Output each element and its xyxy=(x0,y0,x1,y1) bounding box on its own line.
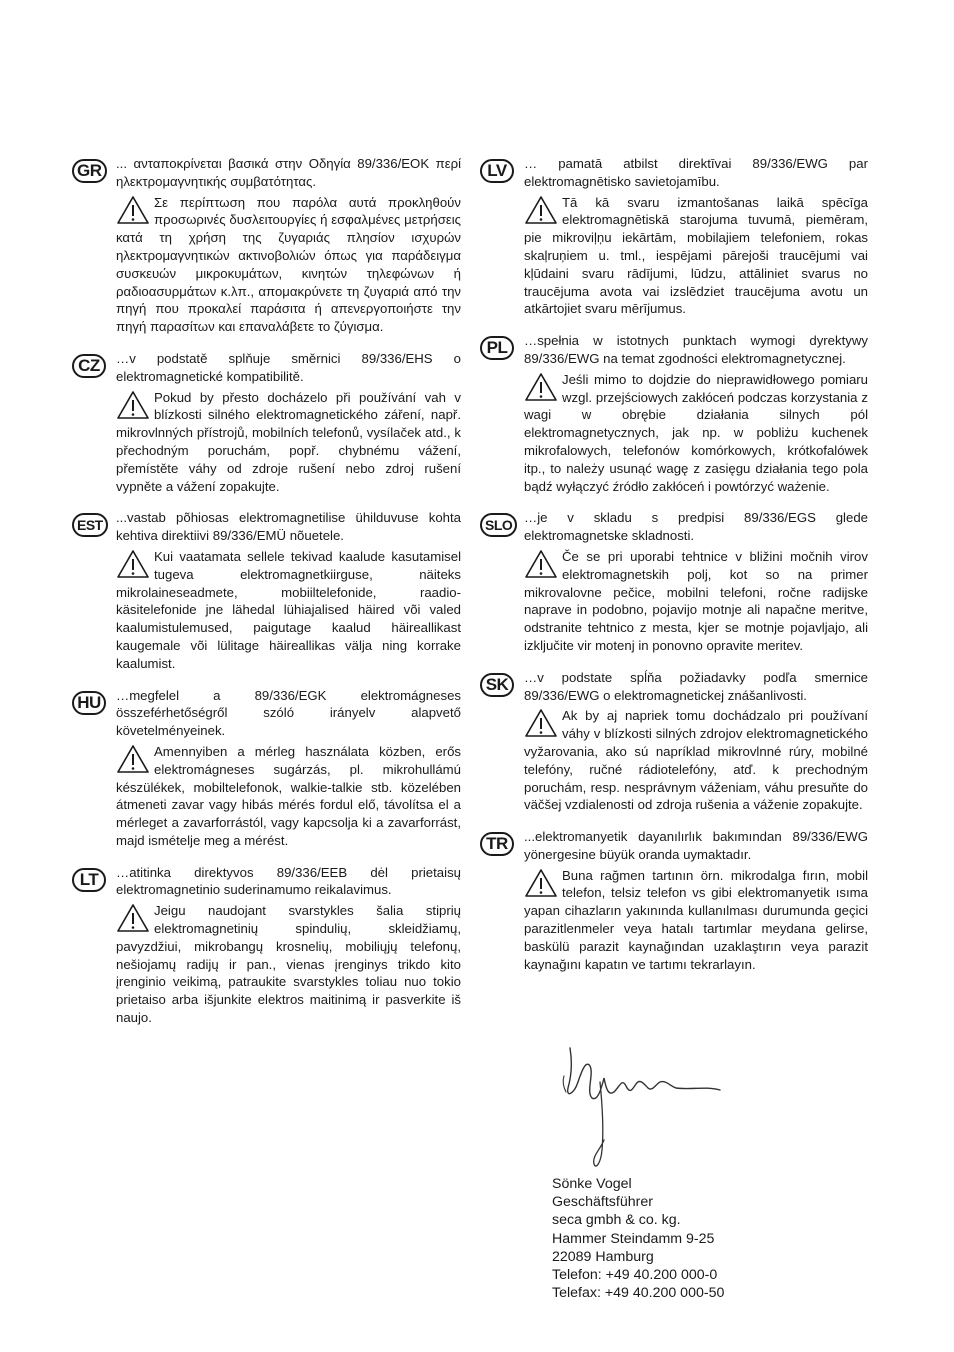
company-street: Hammer Steindamm 9-25 xyxy=(552,1230,715,1247)
warning-icon xyxy=(116,390,150,420)
section-warning: Amennyiben a mérleg használata közben, erős elektromágneses sugárzás, pl. mikrohullámú készülékek, mobiltelefonok, walkie-talkie stb. közelében átmeneti zavar vagy hibás mérés fordul elő, távolítsa el a mérleget a zavarforrástól, vagy kapcsolja ki a zavarforrást, majd ismételje meg a mérést. xyxy=(116,743,461,848)
signature-block xyxy=(552,1175,724,1302)
country-badge: HU xyxy=(72,691,106,715)
section-warning: Jeśli mimo to dojdzie do nieprawidłowego pomiaru wzgl. przejściowych zakłóceń podczas korzystania z wagi w obrębie działania silnych pól elektromagnetycznych, jak np. w pobliżu kuchenek mikrofalowych, telefonów komórkowych, krótkofalówek itp., to należy usunąć wagę z zasięgu działania tego pola bądź wyłączyć źródło zakłóceń i powtórzyć ważenie. xyxy=(524,371,868,494)
country-badge: TR xyxy=(480,832,514,856)
warning-icon xyxy=(524,708,558,738)
section-pl xyxy=(480,332,868,495)
section-intro: … pamatā atbilst direktīvai 89/336/EWG par elektromagnētisko savietojamību. xyxy=(524,156,868,189)
company-fax: Telefax: +49 40.200 000-50 xyxy=(552,1285,725,1302)
section-intro: ...vastab põhiosas elektromagnetilise ühilduvuse kohta kehtiva direktiivi 89/336/EMÜ nõuetele. xyxy=(116,510,461,544)
company-phone: Telefon: +49 40.200 000-0 xyxy=(552,1267,718,1284)
handwritten-signature xyxy=(556,1042,726,1174)
warning-icon xyxy=(116,744,150,774)
signer-title: Geschäftsführer xyxy=(552,1194,653,1211)
warning-icon xyxy=(116,903,150,933)
section-slo xyxy=(480,509,868,654)
section-est xyxy=(72,509,461,672)
section-warning: Če se pri uporabi tehtnice v bližini močnih virov elektromagnetskih polj, kot so na primer mikrovalovne pečice, mobilni telefoni, ročne radijske naprave in podobno, pojavijo motnje ali napačne meritve, odstranite tehtnico z mesta, kjer se motnje pojavljajo, ali izključite vir motenj in ponovno opravite meritev. xyxy=(524,548,868,653)
country-badge: EST xyxy=(72,513,108,537)
section-intro: …spełnia w istotnych punktach wymogi dyrektywy 89/336/EWG na temat zgodności elektromagnetycznej. xyxy=(524,333,868,366)
section-warning: Pokud by přesto docházelo při používání vah v blízkosti silného elektromagnetického záření, např. mikrovlnných přístrojů, mobilních telefonů, vysílaček atd., k přechodným poruchám, popř. chybnému vážení, přemístěte váhy od zdroje rušení nebo zdroj rušení vypněte a vážení zopakujte. xyxy=(116,389,461,494)
section-sk xyxy=(480,669,868,814)
section-gr xyxy=(72,155,461,336)
country-badge: PL xyxy=(480,336,514,360)
section-hu xyxy=(72,687,461,850)
signer-name: Sönke Vogel xyxy=(552,1176,632,1192)
section-warning: Σε περίπτωση που παρόλα αυτά προκληθούν προσωρινές δυσλειτουργίες ή εσφαλμένες μετρήσεις κατά τη χρήση της ζυγαριάς πλησίον ισχυρών ηλεκτρομαγνητικών ακτινοβολιών όπως για παράδειγμα συσκευών μικροκυμάτων, κινητών τηλεφώνων ή ραδιοασυρμάτων κ.λπ., απομακρύνετε τη ζυγαριά από την πηγή που προκαλεί παράσιτα ή απενεργοποιήστε την πηγή παρασίτων και επαναλάβετε το ζύγισμα. xyxy=(116,194,461,335)
country-badge: LT xyxy=(72,868,106,892)
country-badge: GR xyxy=(72,159,107,183)
section-tr xyxy=(480,828,868,973)
country-badge: LV xyxy=(480,159,514,183)
section-intro: …je v skladu s predpisi 89/336/EGS glede elektromagnetske skladnosti. xyxy=(524,510,868,544)
section-warning: Tā kā svaru izmantošanas laikā spēcīga elektromagnētiskā starojuma tuvumā, piemēram, pie mikroviļņu iekārtām, mobilajiem telefoniem, rokas skaļruņiem u. tml., iespējami pārejoši traucējumi vai kļūdaini svaru rādījumi, lūdzu, attāliniet svarus no traucējuma avota vai izslēdziet traucējuma avotu un atkārtojiet svaru mērījumus. xyxy=(524,194,868,317)
warning-icon xyxy=(524,195,558,225)
section-warning: Kui vaatamata sellele tekivad kaalude kasutamisel tugeva elektromagnetkiirguse, näiteks mikrolaineseadmete, mobiiltelefonide, raadio-käsitelefonide jne lähedal lühiajalised häired või valed kaalumistulemused, paigutage kaalud häireallikast kaugemale või lülitage häireallikas välja ning korrake kaalumist. xyxy=(116,548,461,671)
section-intro: …atitinka direktyvos 89/336/EEB dėl prietaisų elektromagnetinio suderinamumo reikalavimus. xyxy=(116,864,461,898)
section-lt xyxy=(72,864,461,1027)
section-warning: Jeigu naudojant svarstykles šalia stiprių elektromagnetinių spindulių, skleidžiamų, pavyzdžiui, mikrobangų krosnelių, mobiliųjų telefonų, nešiojamų radijų ir pan., vienas įrenginys trikdo kito įrenginio veikimą, patraukite svarstykles toliau nuo tokio prietaiso arba išjunkite elektros maitinimą ir pasverkite iš naujo. xyxy=(116,903,461,1026)
country-badge: CZ xyxy=(72,354,106,378)
left-column xyxy=(72,155,461,1041)
section-intro: …megfelel a 89/336/EGK elektromágneses összeférhetőségről szóló irányelv alapvető követelményeinek. xyxy=(116,687,461,739)
section-intro: …v podstatě splňuje směrnici 89/336/EHS o elektromagnetické kompatibilitě. xyxy=(116,350,461,384)
warning-icon xyxy=(524,549,558,579)
company-name: seca gmbh & co. kg. xyxy=(552,1212,681,1229)
section-lv xyxy=(480,155,868,318)
section-warning: Ak by aj napriek tomu dochádzalo pri používaní váhy v blízkosti silných zdrojov elektromagnetického vyžarovania, ako sú napríklad mikrovlnné rúry, mobilné telefóny, ručné rádiotelefóny, atď. k prechodným poruchám, resp. nesprávnym váženiam, váhu presuňte do väčšej vzdialenosti od zdroja rušenia a váženie zopakujte. xyxy=(524,708,868,813)
section-intro: ...elektromanyetik dayanılırlık bakımından 89/336/EWG yönergesine büyük oranda uymaktadır. xyxy=(524,829,868,862)
company-city: 22089 Hamburg xyxy=(552,1248,654,1265)
warning-icon xyxy=(116,549,150,579)
section-warning: Buna rağmen tartının örn. mikrodalga fırın, mobil telefon, telsiz telefon vs gibi elektromanyetik ısıma yapan cihazların yakınında kullanılması durumunda geçici parazitlenmeler veya hatalı tartımlar meydana gelirse, baskülü parazit kaynağından uzaklaştırın veya parazit kaynağını kapatın ve tartımı tekrarlayın. xyxy=(524,867,868,972)
warning-icon xyxy=(524,372,558,402)
section-cz xyxy=(72,350,461,495)
warning-icon xyxy=(116,195,150,225)
country-badge: SK xyxy=(480,673,514,697)
section-intro: …v podstate spĺňa požiadavky podľa smernice 89/336/EWG o elektromagnetickej znášanlivosti. xyxy=(524,669,868,703)
warning-icon xyxy=(524,868,558,898)
right-column xyxy=(480,155,868,987)
country-badge: SLO xyxy=(480,513,517,537)
section-intro: ... ανταποκρίνεται βασικά στην Οδηγία 89/336/ΕΟΚ περί ηλεκτρομαγνητικής συμβατότητας. xyxy=(116,156,461,189)
